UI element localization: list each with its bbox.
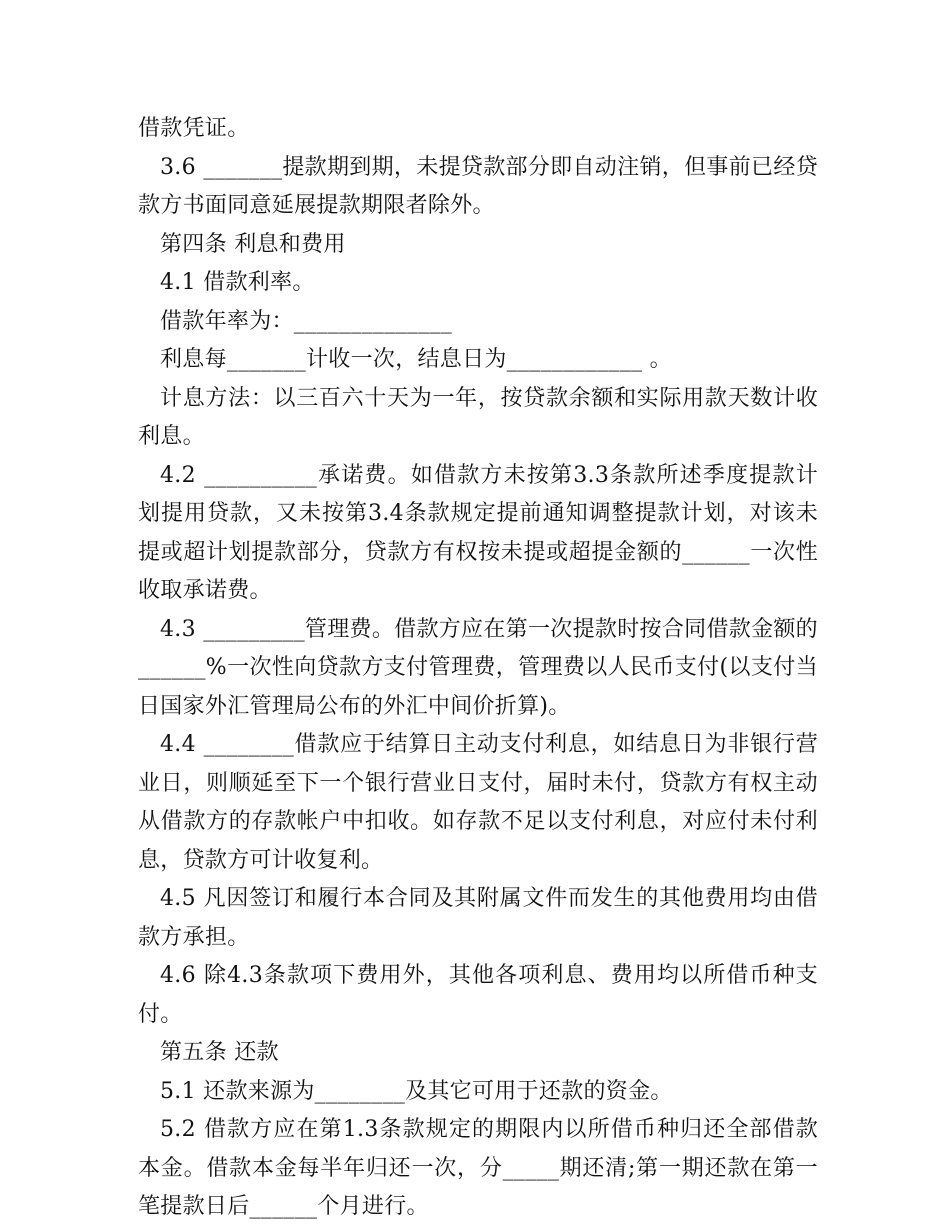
clause-4-3: 4.3 _________管理费。借款方应在第一次提款时按合同借款金额的______%一次性向贷款方支付管理费，管理费以人民币支付(以支付当日国家外汇管理局公布的外汇中间价折算)。 <box>138 616 818 719</box>
clause-3-6: 3.6 _______提款期到期，未提贷款部分即自动注销，但事前已经贷款方书面同意延展提款期限者除外。 <box>138 154 818 218</box>
clause-4-2: 4.2 __________承诺费。如借款方未按第3.3条款所述季度提款计划提用贷款，又未按第3.4条款规定提前通知调整提款计划，对该未提或超计划提款部分，贷款方有权按未提或超提金额的______一次性收取承诺费。 <box>138 462 818 603</box>
document-body <box>138 110 818 1227</box>
clause-4-4: 4.4 ________借款应于结算日主动支付利息，如结息日为非银行营业日，则顺延至下一个银行营业日支付，届时未付，贷款方有权主动从借款方的存款帐户中扣收。如存款不足以支付利息，对应付未付利息，贷款方可计收复利。 <box>138 732 818 873</box>
clause-4-5: 4.5 凡因签订和履行本合同及其附属文件而发生的其他费用均由借款方承担。 <box>138 886 818 950</box>
clause-4-1: 4.1 借款利率。 <box>160 270 315 295</box>
clause-4-6: 4.6 除4.3条款项下费用外，其他各项利息、费用均以所借币种支付。 <box>138 963 818 1027</box>
clause-5-1: 5.1 还款来源为________及其它可用于还款的资金。 <box>160 1078 673 1104</box>
article-5-heading: 第五条 还款 <box>160 1040 279 1065</box>
clause-5-2: 5.2 借款方应在第1.3条款规定的期限内以所借币种归还全部借款本金。借款本金每半年归还一次，分_____期还清;第一期还款在第一笔提款日后______个月进行。 <box>138 1117 818 1219</box>
interest-method-line: 计息方法：以三百六十天为一年，按贷款余额和实际用款天数计收利息。 <box>138 385 818 449</box>
interest-settlement-line: 利息每_______计收一次，结息日为____________ 。 <box>160 347 672 372</box>
annual-rate-line: 借款年率为：______________ <box>160 308 453 334</box>
paragraph-continuation: 借款凭证。 <box>138 116 250 141</box>
article-4-heading: 第四条 利息和费用 <box>160 231 346 257</box>
